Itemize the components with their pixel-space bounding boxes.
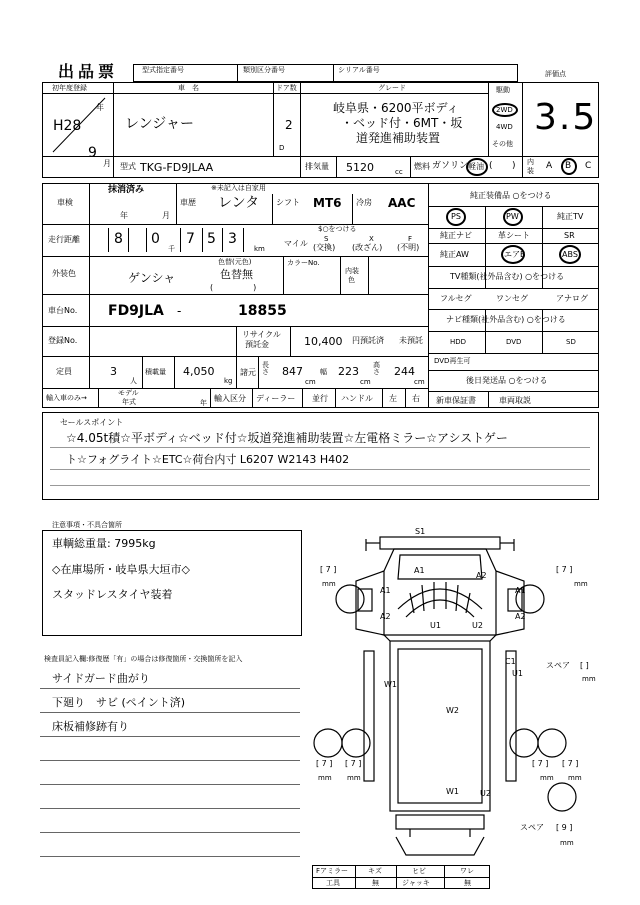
diagram-w1-bottom: W1 — [446, 787, 459, 796]
capacity-value: 3 — [110, 365, 117, 378]
legend-break: ワレ — [460, 867, 474, 875]
chassis-number: 18855 — [238, 303, 287, 319]
displacement-value: 5120 — [346, 161, 374, 174]
meter-f-note: (不明) — [397, 243, 420, 252]
sales-label: セールスポイント — [60, 418, 124, 427]
recycle-label-1: リサイクル — [242, 330, 281, 339]
handle-right: 右 — [412, 394, 420, 403]
shift-value: MT6 — [313, 196, 342, 210]
color-change-label: 色替(元色) — [218, 258, 252, 266]
ac-label: 冷房 — [356, 198, 372, 207]
first-reg-year: H28 — [53, 118, 82, 134]
import-type-label: 輸入区分 — [214, 394, 246, 403]
warranty: 新車保証書 — [436, 396, 476, 405]
tire-rr1-tread: [ 7 ] — [532, 759, 549, 768]
tire-rl1-tread: [ 7 ] — [316, 759, 333, 768]
model-year-unit: 年 — [200, 399, 207, 407]
tire-rl2-tread: [ 7 ] — [345, 759, 362, 768]
diagram-s1: S1 — [415, 527, 426, 536]
option-ps: PS — [451, 212, 461, 221]
tire-fl-tread: [ 7 ] — [320, 565, 337, 574]
option-navi: 純正ナビ — [440, 231, 472, 240]
aftermarket-title: 後日発送品 ○をつける — [466, 376, 548, 385]
inspection-value: 抹消済み — [108, 185, 145, 195]
meter-s-note: (交換) — [313, 243, 336, 252]
inspection-month-unit: 月 — [162, 211, 170, 220]
first-reg-month: 9 — [88, 145, 97, 161]
name-label: 車 名 — [178, 84, 199, 92]
tire-rr1-unit: mm — [540, 774, 554, 782]
inspection-label: 車検 — [57, 198, 73, 207]
tv-analog: アナログ — [556, 294, 588, 303]
option-leather: 革シート — [498, 231, 530, 240]
tv-type-title: TV種類(社外品含む) ○をつける — [450, 272, 565, 281]
mileage-label: 走行距離 — [48, 235, 80, 244]
notes-line-2: ◇在庫場所・岐阜県大垣市◇ — [52, 563, 190, 576]
legend-jack-value: 無 — [464, 879, 471, 887]
handle-label: ハンドル — [341, 394, 373, 403]
page-title: 出品票 — [58, 62, 119, 81]
length-unit: cm — [305, 378, 316, 386]
capacity-unit: 人 — [130, 377, 137, 385]
chassis-dash: - — [177, 304, 182, 318]
displacement-unit: cc — [395, 168, 403, 176]
mileage-digit-1: 8 — [114, 231, 123, 247]
fuel-open: ( — [489, 161, 493, 171]
spare2-tread: [ 9 ] — [556, 823, 573, 832]
meter-circle-note: $○をつける — [318, 225, 357, 233]
interior-a: A — [546, 161, 553, 171]
recycle-not-deposited: 未預託 — [399, 336, 423, 345]
diagram-a1-left: A1 — [380, 586, 391, 595]
tire-fl-unit: mm — [322, 580, 336, 588]
diagram-w1-left: W1 — [384, 680, 397, 689]
diagram-u1-c: U1 — [512, 669, 523, 678]
grade-line-2: ・ベッド付・6MT・坂 — [341, 116, 463, 130]
genuine-title: 純正装備品 ○をつける — [470, 191, 552, 200]
displacement-label: 排気量 — [305, 162, 329, 171]
doors-label: ドア数 — [276, 84, 297, 92]
tire-fr-unit: mm — [574, 580, 588, 588]
fuel-label: 燃料 — [414, 162, 430, 171]
diagram-u2-bottom: U2 — [480, 789, 491, 798]
grade-label: グレード — [378, 84, 406, 92]
meter-x: X — [369, 235, 374, 243]
width-label: 幅 — [320, 368, 327, 376]
serial-label: シリアル番号 — [338, 66, 380, 74]
category-label: 類別区分番号 — [243, 66, 285, 74]
option-aw: 純正AW — [440, 250, 469, 259]
truck-damage-diagram — [310, 525, 610, 865]
legend-jack: ジャッキ — [402, 879, 430, 887]
tire-fr-tread: [ 7 ] — [556, 565, 573, 574]
diagram-w2: W2 — [446, 706, 459, 715]
option-sr: SR — [564, 231, 575, 240]
car-name: レンジャー — [125, 116, 195, 132]
import-label: 輸入車のみ→ — [46, 394, 87, 402]
diagram-a1-right: A1 — [515, 586, 526, 595]
inspection-year-unit: 年 — [120, 211, 128, 220]
interior-color-label-1: 内装 — [345, 267, 359, 275]
chassis-label: 車台No. — [48, 306, 78, 315]
interior-label-1: 内 — [527, 158, 534, 166]
sales-line-2: ト☆フォグライト☆ETC☆荷台内寸 L6207 W2143 H402 — [66, 453, 350, 466]
diagram-a2-left: A2 — [380, 612, 391, 621]
shift-label: シフト — [276, 198, 300, 207]
capacity-label: 定員 — [56, 367, 72, 376]
dvd-play: DVD再生可 — [434, 357, 471, 365]
ac-value: AAC — [388, 196, 416, 210]
diagram-u2-right: U2 — [472, 621, 483, 630]
history-value: レンタ — [218, 195, 260, 211]
history-note: ※未記入は自家用 — [211, 184, 266, 192]
inspector-line-3: 床板補修跡有り — [52, 720, 129, 733]
handle-left: 左 — [389, 394, 397, 403]
legend-scratch: キズ — [368, 867, 382, 875]
navi-dvd: DVD — [506, 338, 522, 346]
model-cert-label: 型式指定番号 — [142, 66, 184, 74]
legend-tools-value: 無 — [372, 879, 379, 887]
navi-type-title: ナビ種類(社外品含む) ○をつける — [446, 315, 566, 324]
drive-label: 駆動 — [496, 86, 510, 94]
doors-value: 2 — [285, 118, 293, 132]
reg-label: 登録No. — [48, 336, 78, 345]
model-year-label-1: モデル — [118, 389, 139, 397]
interior-c: C — [585, 161, 592, 171]
inspector-line-2: 下廻り サビ (ペイント済) — [52, 696, 186, 709]
length-label: 長さ — [262, 361, 269, 376]
diagram-c1: C1 — [505, 657, 516, 666]
import-parallel: 並行 — [312, 394, 328, 403]
spare2-label: スペア — [520, 823, 544, 832]
mile-label: マイル — [284, 239, 308, 248]
option-abs: ABS — [562, 250, 578, 259]
color-paren: ( ) — [210, 283, 257, 292]
load-unit: kg — [224, 377, 233, 385]
recycle-value: 10,400 — [304, 335, 343, 348]
tire-rr2-unit: mm — [568, 774, 582, 782]
height-label: 高さ — [373, 361, 380, 376]
meter-x-note: (改ざん) — [352, 243, 383, 252]
notes-line-3: スタッドレスタイヤ装着 — [52, 588, 173, 601]
grade-line-1: 岐阜県・6200平ボディ — [333, 101, 459, 115]
import-dealer: ディーラー — [256, 394, 296, 403]
tv-one-seg: ワンセグ — [496, 294, 528, 303]
load-label: 積載量 — [145, 368, 166, 376]
spare2-unit: mm — [560, 839, 574, 847]
fuel-close: ) — [512, 161, 516, 171]
year-unit: 年 — [96, 103, 104, 112]
model-label: 型式 — [120, 162, 136, 171]
tire-rl1-unit: mm — [318, 774, 332, 782]
fuel-value: ガソリン — [432, 161, 469, 171]
tire-rl2-unit: mm — [347, 774, 361, 782]
color-change-value: 色替無 — [220, 268, 253, 281]
month-unit: 月 — [103, 159, 111, 168]
fuel-light: 軽油 — [468, 162, 484, 171]
notes-line-1: 車輌総重量: 7995kg — [52, 537, 156, 550]
recycle-label-2: 預託金 — [245, 340, 269, 349]
notes-label: 注意事項・不具合箇所 — [52, 521, 122, 529]
legend-tools: 工具 — [326, 879, 340, 887]
diagram-u1-left: U1 — [430, 621, 441, 630]
meter-f: F — [408, 235, 413, 243]
spare1-label: スペア — [546, 661, 570, 670]
width-value: 223 — [338, 365, 359, 378]
history-label: 車歴 — [180, 198, 196, 207]
navi-sd: SD — [566, 338, 576, 346]
diagram-a1-front: A1 — [414, 566, 425, 575]
inspector-label: 検査員記入欄:修復歴「有」の場合は修復箇所・交換箇所を記入 — [44, 655, 243, 663]
width-unit: cm — [360, 378, 371, 386]
mileage-digit-5: 3 — [228, 231, 237, 247]
chassis-prefix: FD9JLA — [108, 303, 164, 319]
door-d: D — [279, 144, 285, 152]
spare1-unit: mm — [582, 675, 596, 683]
mileage-digit-4: 5 — [207, 231, 216, 247]
score-value: 3.5 — [534, 97, 598, 138]
option-tv: 純正TV — [557, 212, 584, 221]
load-value: 4,050 — [183, 365, 215, 378]
legend-crack: ヒビ — [412, 867, 426, 875]
option-pw: PW — [506, 212, 519, 221]
recycle-deposited: 円預託済 — [352, 336, 384, 345]
option-airbag: エアB — [504, 250, 526, 259]
mileage-km: km — [254, 245, 265, 253]
tv-full-seg: フルセグ — [440, 294, 472, 303]
model-year-label-2: 年式 — [122, 398, 136, 406]
height-unit: cm — [414, 378, 425, 386]
meter-s: S — [324, 235, 329, 243]
height-value: 244 — [394, 365, 415, 378]
color-label: 外装色 — [52, 269, 76, 278]
first-reg-label: 初年度登録 — [52, 84, 87, 92]
navi-hdd: HDD — [450, 338, 467, 346]
sales-line-1: ☆4.05t積☆平ボディ☆ベッド付☆坂道発進補助装置☆左電格ミラー☆アシストゲー — [66, 431, 508, 445]
grade-line-3: 道発進補助装置 — [356, 131, 441, 145]
interior-color-label-2: 色 — [348, 276, 355, 284]
interior-label-2: 装 — [527, 167, 534, 175]
legend-f-mirror: Fアミラー — [316, 867, 349, 875]
model-value: TKG-FD9JLAA — [140, 161, 214, 174]
mileage-thousand: 千 — [168, 245, 175, 253]
inspector-line-1: サイドガード曲がり — [52, 672, 150, 685]
tire-rr2-tread: [ 7 ] — [562, 759, 579, 768]
color-value: ゲンシャ — [128, 271, 176, 285]
dims-label: 諸元 — [240, 368, 256, 377]
drive-other: その他 — [492, 140, 513, 148]
diagram-a2-right: A2 — [515, 612, 526, 621]
diagram-a2-front: A2 — [476, 571, 487, 580]
score-label: 評価点 — [545, 70, 566, 78]
interior-b: B — [565, 161, 572, 171]
header-code-box — [133, 64, 518, 82]
drive-2wd: 2WD — [496, 106, 513, 114]
drive-4wd: 4WD — [496, 123, 513, 131]
mileage-digit-3: 7 — [186, 231, 195, 247]
color-no-label: カラーNo. — [287, 259, 320, 267]
length-value: 847 — [282, 365, 303, 378]
mileage-digit-2: 0 — [151, 231, 160, 247]
spare1-tread: [ ] — [580, 661, 589, 670]
manual: 車両取説 — [499, 396, 531, 405]
